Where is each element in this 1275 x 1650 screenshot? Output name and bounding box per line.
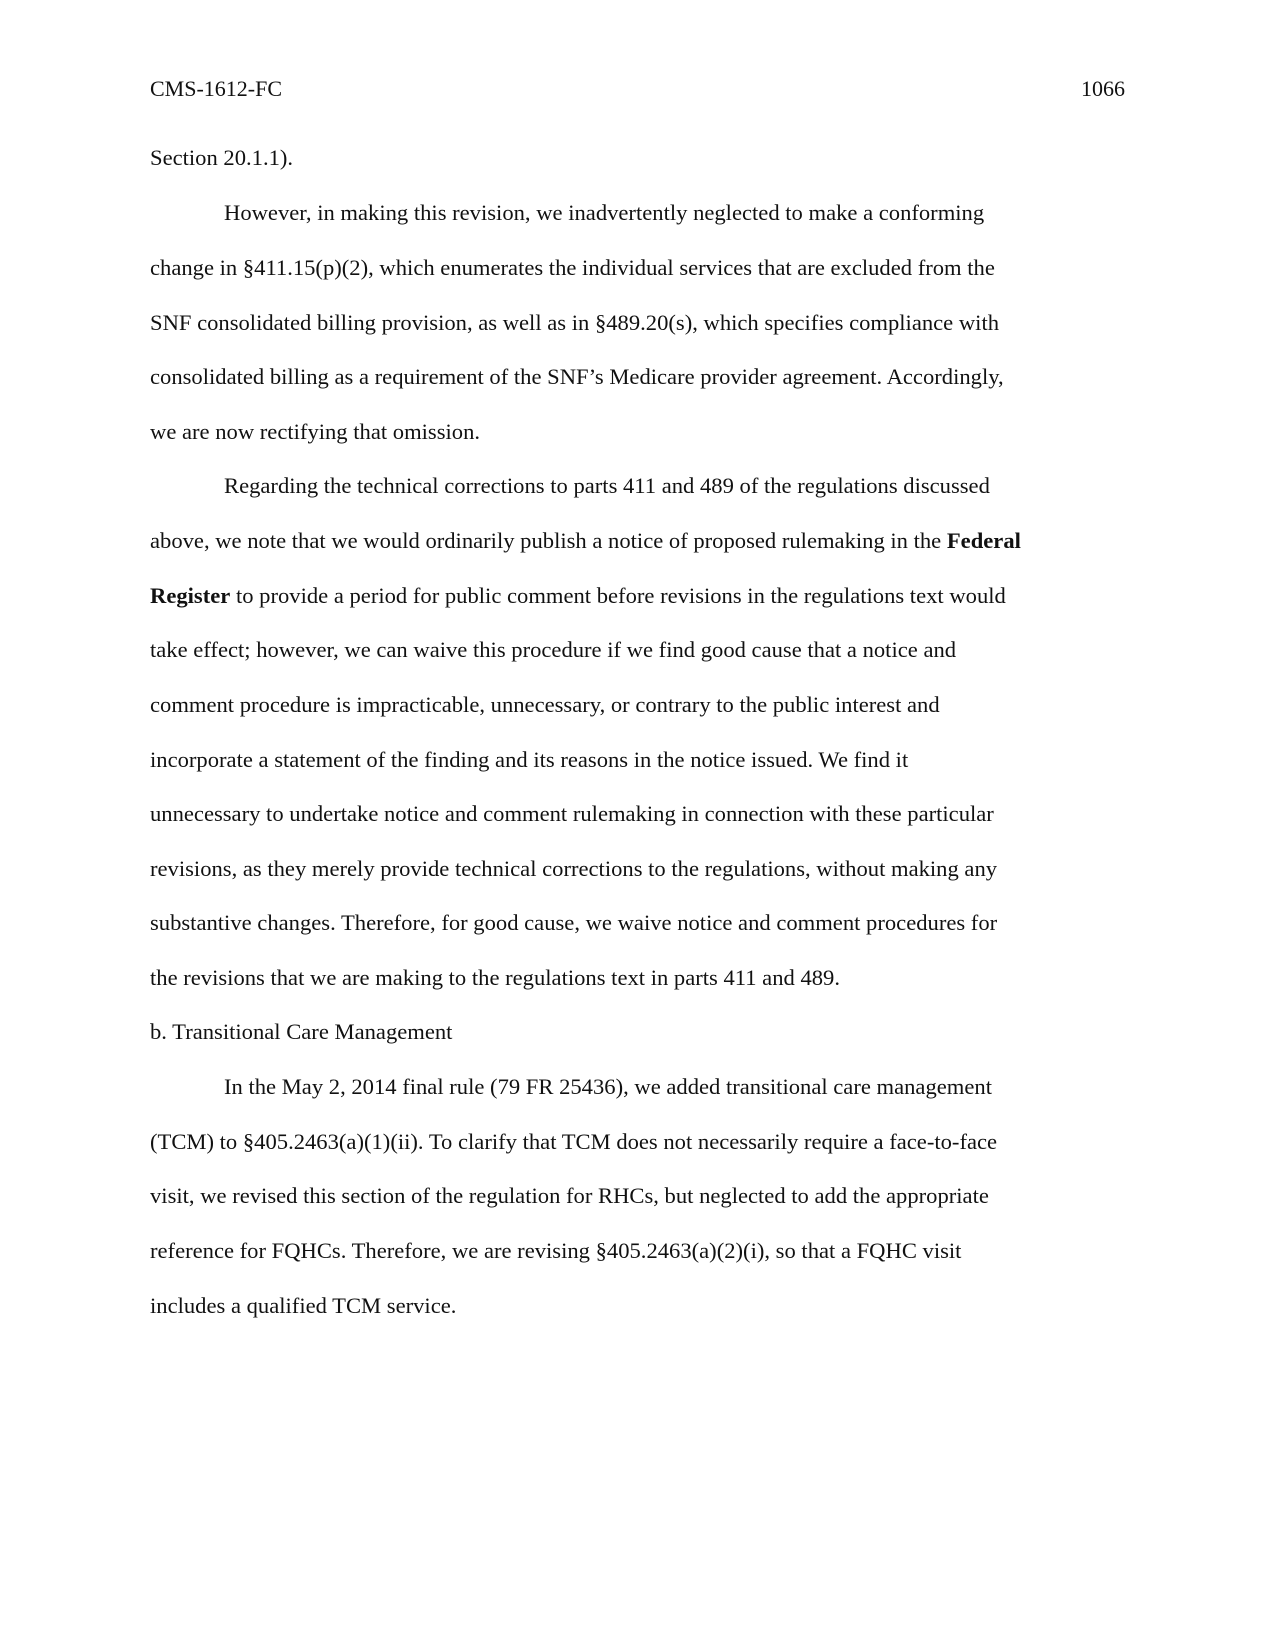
paragraph-start: Regarding the technical corrections to parts 411 and 489 of the regulations discussed	[224, 473, 990, 498]
text-line	[150, 581, 1006, 611]
text-line: Section 20.1.1).	[150, 145, 294, 170]
paragraph-start: However, in making this revision, we inadvertently neglected to make a conforming	[224, 200, 985, 225]
text-line: comment procedure is impracticable, unnecessary, or contrary to the public interest and	[150, 692, 940, 717]
text-line: SNF consolidated billing provision, as well as in §489.20(s), which specifies compliance with	[150, 310, 1000, 335]
paragraph-start: In the May 2, 2014 final rule (79 FR 25436), we added transitional care management	[224, 1074, 992, 1099]
text-line: reference for FQHCs. Therefore, we are revising §405.2463(a)(2)(i), so that a FQHC visit	[150, 1238, 962, 1263]
text-line: consolidated billing as a requirement of the SNF’s Medicare provider agreement. Accordingly,	[150, 364, 1004, 389]
text-run: above, we note that we would ordinarily publish a notice of proposed rulemaking in the	[150, 528, 947, 553]
text-line: change in §411.15(p)(2), which enumerates the individual services that are excluded from the	[150, 255, 995, 280]
text-line: (TCM) to §405.2463(a)(1)(ii). To clarify that TCM does not necessarily require a face-to-face	[150, 1129, 998, 1154]
document-id: CMS-1612-FC	[150, 76, 283, 101]
text-line: incorporate a statement of the finding and its reasons in the notice issued. We find it	[150, 747, 909, 772]
text-line: we are now rectifying that omission.	[150, 419, 481, 444]
text-line: includes a qualified TCM service.	[150, 1293, 457, 1318]
text-line: the revisions that we are making to the regulations text in parts 411 and 489.	[150, 965, 840, 990]
bold-text: Register	[150, 583, 231, 608]
bold-text: Federal	[946, 528, 1021, 553]
text-line: take effect; however, we can waive this procedure if we find good cause that a notice and	[150, 637, 957, 662]
text-line: substantive changes. Therefore, for good cause, we waive notice and comment procedures for	[150, 910, 998, 935]
text-line: revisions, as they merely provide technical corrections to the regulations, without making any	[150, 856, 998, 881]
text-line: unnecessary to undertake notice and comment rulemaking in connection with these particular	[150, 801, 994, 826]
section-heading: b. Transitional Care Management	[150, 1019, 453, 1044]
text-line	[150, 526, 1021, 556]
text-run: to provide a period for public comment before revisions in the regulations text would	[230, 583, 1006, 608]
page-number: 1066	[1081, 76, 1125, 101]
text-line: visit, we revised this section of the regulation for RHCs, but neglected to add the appropriate	[150, 1183, 989, 1208]
